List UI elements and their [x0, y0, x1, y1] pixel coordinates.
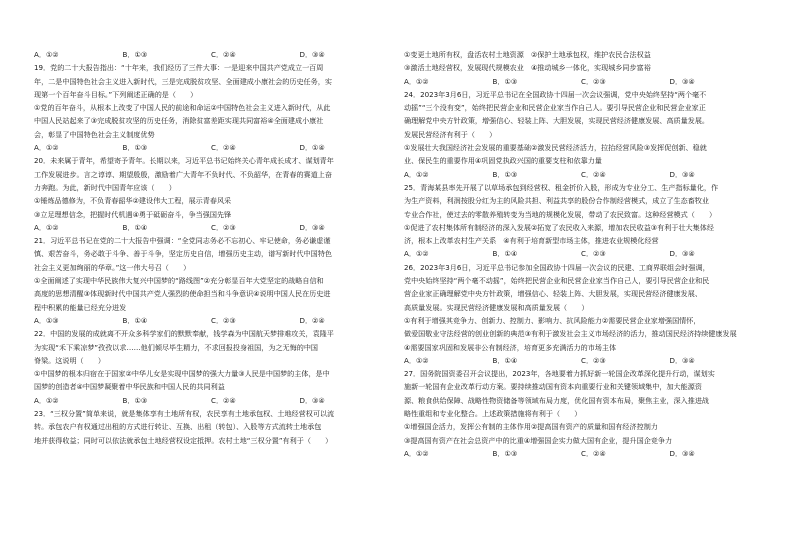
text-line: ①有利于增强其竞争力、创新力、控制力、影响力、抗风险能力②需要民营企业家增强国情怀，	[404, 315, 701, 325]
answer-options	[404, 354, 758, 367]
text-line: 转。承包农户有权通过出租的方式进行转让、互换、出租（转包）、入股等方式流转土地承包	[34, 422, 322, 432]
text-line: 19．党的二十大报告指出：“十年来，我们经历了三件大事：一是迎来中国共产党成立一百周	[34, 63, 324, 73]
answer-option: A．①②	[34, 143, 59, 153]
text-line: ④需要国家巩固和发展非公有制经济，培育更多充满活力的市场主体	[404, 342, 617, 352]
answer-option: C．②③	[211, 222, 236, 232]
text-line: 高度的思想清醒③体现新时代中国共产党人强烈的使命担当和斗争意识④说明中国人民在历史进	[34, 289, 331, 299]
text-line: 专业合作社，使过去的零散养殖转变为当地的规模化发展，带动了农民致富。这种经营模式（ ）	[404, 209, 717, 219]
answer-option: A．①②	[34, 395, 59, 405]
answer-option: A．①②	[404, 249, 429, 259]
text-line: 高质量发展。实现民营经济健康发展和高质量发展（ ）	[404, 302, 589, 312]
text-line: ①变更土地所有权，盘活农村土地资源 ②保护土地承包权，维护农民合法权益	[404, 50, 651, 59]
text-line: 会，彰显了中国特色社会主义制度优势	[34, 129, 155, 139]
text-line: 年，二是中国特色社会主义进入新时代，三是完成脱贫攻坚、全面建成小康社会的历史任务，实	[34, 76, 332, 86]
answer-option: B．①③	[122, 50, 148, 59]
answer-option: A．①②	[404, 448, 429, 458]
text-line: 27．国务院国资委召开会议提出，2023年，各地要着力抓好新一轮国企改革深化提升行动，谋划实	[404, 369, 715, 379]
text-line: 20．未来属于青年，希望寄予青年。长期以来，习近平总书记始终关心青年成长成才、谋划青年	[34, 156, 334, 166]
answer-option: B．①③	[492, 76, 518, 86]
text-line: ①促进了农村集体所有制经济的深入发展②拓宽了农民收入来源，增加农民收益③有利于壮大集体经	[404, 222, 714, 232]
answer-option: D．③④	[669, 355, 695, 365]
answer-option: D．③④	[669, 169, 695, 179]
answer-option: C．②④	[211, 395, 236, 405]
answer-option: C．②③	[211, 315, 236, 325]
text-line: 济，根本上改革农村生产关系 ④有利于培育新型市场主体，推进农业规模化经营	[404, 236, 659, 246]
answer-option: D．③④	[669, 448, 695, 458]
text-line: 施新一轮国有企业改革行动方案。要持续推动国有资本向重要行业和关键领域集中，加大能源资	[404, 382, 702, 392]
answer-option: B．①④	[122, 315, 148, 325]
answer-option: D．①④	[299, 143, 325, 153]
text-line: 国梦的创造者④中国梦凝聚着中华民族和中国人民的共同利益	[34, 382, 225, 392]
answer-options	[404, 447, 758, 460]
text-line: 源、粮食供给保障、战略性物资储备等领域布局力度，优化国有资本布局，聚焦主业，深入推进战	[404, 395, 710, 405]
answer-option: D．③④	[669, 76, 695, 86]
answer-option: C．②③	[581, 76, 606, 86]
text-line: 营企业家正确理解党中央方针政策，增强信心、轻装上阵、大胆发展，实现民营经济健康发展、	[404, 289, 702, 299]
text-line: 现第一个百年奋斗目标。”下列阐述正确的是（ ）	[34, 89, 198, 99]
text-line: 发展民营经济有利于（ ）	[404, 129, 497, 139]
answer-option: D．②④	[299, 315, 325, 325]
answer-options	[34, 48, 388, 61]
text-line: ①增强国企活力，发挥公有制的主体作用②提高国有资产的质量和国有经济控制力	[404, 422, 658, 432]
answer-option: B．①③	[122, 143, 148, 153]
text-line: 26．2023年3月6日，习近平总书记参加全国政协十四届一次会议的民建、工商界联组会时强调，	[404, 262, 710, 272]
text-line: 工作发展进步。言之谆谆、期望殷殷，激励着广大青年不负时代、不负韶华，在青春的赛道上奋	[34, 169, 332, 179]
text-line: 慎、艰苦奋斗，务必敢于斗争、善于斗争，坚定历史自信，增强历史主动，谱写新时代中国特色	[34, 249, 332, 259]
answer-option: C．②④	[581, 448, 606, 458]
answer-options	[34, 141, 388, 154]
answer-option: B．①④	[122, 222, 148, 232]
right-column	[404, 48, 758, 460]
text-line: ③提高国有资产在社会总资产中的比重④增强国企实力做大国有企业，提升国企竞争力	[404, 435, 673, 445]
text-line: 中国人民站起来了③完成脱贫攻坚的历史任务，消除贫富差距实现共同富裕④全面建成小康社	[34, 116, 324, 126]
answer-options	[404, 247, 758, 260]
answer-option: D．③④	[299, 222, 325, 232]
text-line: 脊梁。这说明（ ）	[34, 355, 105, 365]
text-line: 略性重组和专业化整合。上述政策措施将有利于（ ）	[404, 409, 582, 419]
text-line: ③立足理想信念，把握时代机遇④勇于砥砺奋斗，争当强国先锋	[34, 209, 232, 219]
text-line: 业、保民生的重要作用④巩固党执政兴国的重要支柱和依靠力量	[404, 156, 602, 166]
text-line: 确理解党中央方针政策，增强信心、轻装上阵、大胆发展，实现民营经济健康发展、高质量发展。	[404, 116, 710, 126]
answer-options	[404, 168, 758, 181]
text-line: 地并获得收益；同时可以依法就承包土地经营权设定抵押。农村土地“三权分置”有利于（ ）	[34, 435, 333, 445]
text-line: 力奔跑。为此，新时代中国青年应该（ ）	[34, 182, 176, 192]
answer-option: C．②③	[581, 355, 606, 365]
text-line: ①党的百年奋斗，从根本上改变了中国人民的前途和命运②中国特色社会主义进入新时代，从此	[34, 103, 331, 113]
answer-options	[404, 75, 758, 88]
answer-option: B．①③	[492, 448, 518, 458]
text-line: 动摇”“三个没有变”，始终把民营企业和民营企业家当作自己人。要引导民营企业和民营企业家正	[404, 103, 706, 113]
left-column	[34, 48, 388, 447]
answer-option: D．③④	[669, 249, 695, 259]
answer-options	[34, 314, 388, 327]
answer-option: A．①②	[34, 50, 59, 59]
answer-option: D．③④	[299, 395, 325, 405]
text-line: 22．中国的发展的成就离不开众多科学家们的默默奉献，钱学森为中国航天梦排难攻关，袁隆平	[34, 329, 334, 339]
answer-option: B．①④	[492, 249, 518, 259]
answer-option: C．②③	[581, 249, 606, 259]
answer-option: C．②④	[211, 143, 236, 153]
answer-option: C．②④	[211, 50, 236, 59]
text-line: 社会主义更加绚丽的华章。”这一伟大号召（ ）	[34, 262, 191, 272]
answer-option: A．①③	[34, 315, 59, 325]
answer-option: D．③④	[299, 50, 325, 59]
answer-option: B．①④	[492, 355, 518, 365]
answer-option: B．①③	[122, 395, 148, 405]
text-line: ①锤炼品德修为，不负青春韶华②建设伟大工程，展示青春风采	[34, 196, 232, 206]
text-line: ①发展壮大我国经济社会发展的重要基础②激发民营经济活力，拉抬经营风险③发挥促创新、稳就	[404, 143, 707, 153]
text-line: ①全面阐述了实现中华民族伟大复兴中国梦的“路线图”②充分彰显百年大党坚定的战略自信和	[34, 276, 324, 286]
text-line: 做爱国敬业守法经营的创业创新的典范③有利于激发社会主义市场经济的活力，推动国民经济持续健康发展	[404, 329, 737, 339]
text-line: 25．青海某县率先开展了以草场承包到经营权、租金折价入股，形成为专业分工、生产指标量化，作	[404, 182, 719, 192]
answer-options	[34, 394, 388, 407]
text-line: 24．2023年3月6日，习近平总书记在全国政协十四届一次会议强调，党中央始终坚持“两个毫不	[404, 89, 707, 99]
answer-option: B．①③	[492, 169, 518, 179]
text-line: 23．“三权分置”简单来说，就是集体享有土地所有权，农民享有土地承包权、土地经营权可以流	[34, 409, 335, 419]
answer-option: A．①②	[404, 169, 429, 179]
text-line: 党中央始终坚持“两个毫不动摇”，始终把民营企业和民营企业家当作自己人，要引导民营企业和民	[404, 276, 710, 286]
text-line: ①中国梦的根本归宿在于国家②中华儿女是实现中国梦的强大力量③人民是中国梦的主体，是中	[34, 369, 330, 379]
text-line: ③激活土地经营权，发展现代规模农业 ④推动城乡一体化，实现城乡同步富裕	[404, 63, 651, 73]
answer-options	[34, 221, 388, 234]
answer-option: A．①②	[34, 222, 59, 232]
text-line: 程中积累的能量已经充分迸发	[34, 302, 127, 312]
text-line: 21．习近平总书记在党的二十大报告中强调：“全党同志务必不忘初心、牢记使命，务必谦虚谨	[34, 236, 331, 246]
answer-option: A．①②	[404, 76, 429, 86]
answer-option: A．①②	[404, 355, 429, 365]
text-line: 为生产资料，利润按股分红为主的风险共担、利益共享的股份合作制经营模式，成立了生态畜牧业	[404, 196, 710, 206]
text-line: 为实现“禾下乘凉梦”孜孜以求……他们倾尽毕生精力，不求回报投身祖国，为之无悔的中国	[34, 342, 319, 352]
answer-option: C．②④	[581, 169, 606, 179]
